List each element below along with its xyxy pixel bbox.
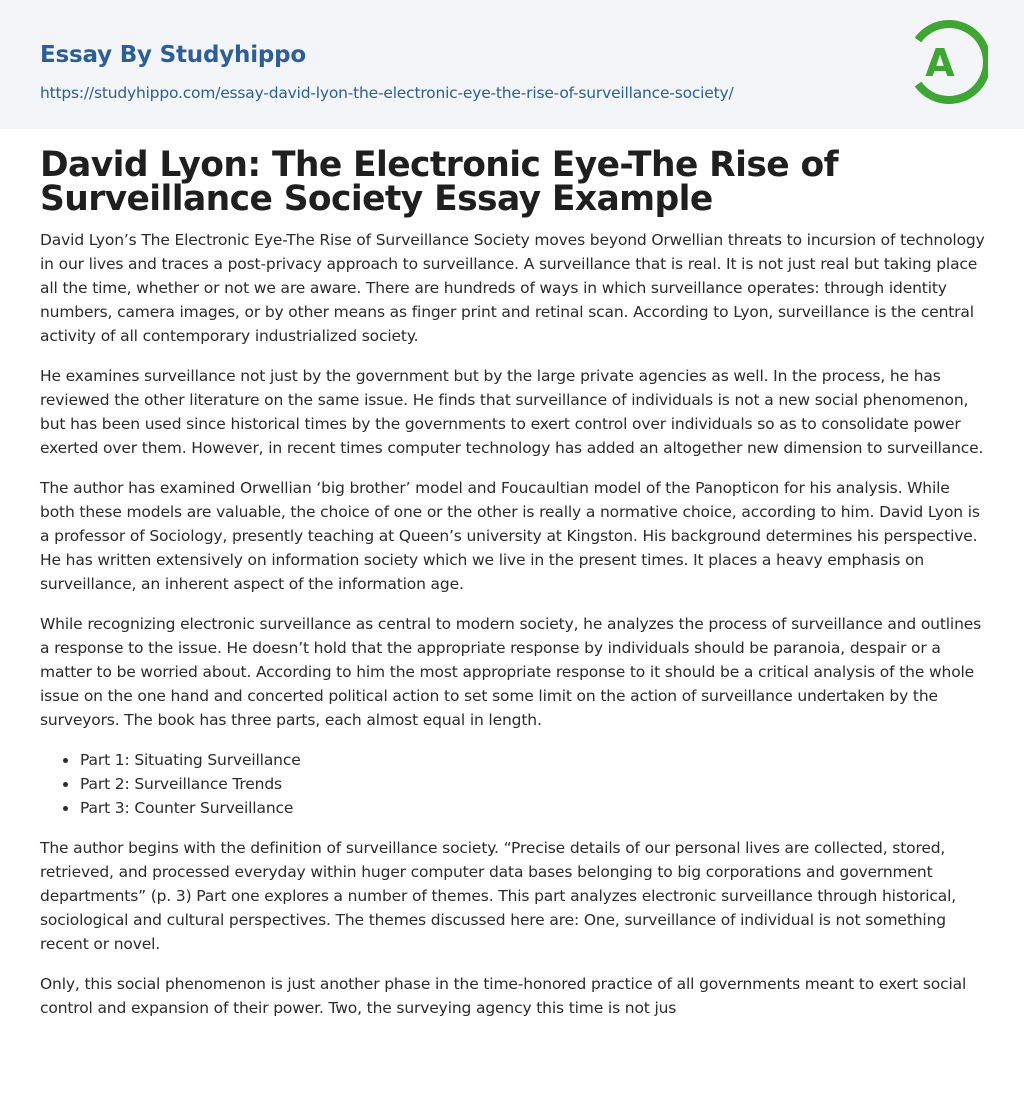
site-header: [0, 0, 1024, 129]
list-item-text: Part 2: Surveillance Trends: [80, 775, 282, 793]
logo-letter: A: [925, 41, 955, 85]
paragraph: The author has examined Orwellian ‘big brother’ model and Foucaultian model of the Panopticon for his analysis. While both these models are valuable, the choice of one or the other is really a normative choice, according to him. David Lyon is a professor of Sociology, presently teaching at Queen’s university at Kingston. His background determines his perspective. He has written extensively on information society which we live in the present times. It places a heavy emphasis on surveillance, an inherent aspect of the information age.: [40, 479, 980, 593]
page-title: David Lyon: The Electronic Eye-The Rise of Surveillance Society Essay Example: [40, 145, 838, 219]
list-item: [80, 748, 986, 772]
bullet-icon: [63, 782, 68, 787]
studyhippo-logo-icon[interactable]: [910, 18, 988, 106]
paragraph: While recognizing electronic surveillance as central to modern society, he analyzes the process of surveillance and outlines a response to the issue. He doesn’t hold that the appropriate response by individuals should be paranoia, despair or a matter to be worried about. According to him the most appropriate response to it should be a critical analysis of the whole issue on the one hand and concerted political action to set some limit on the action of surveillance undertaken by the surveyors. The book has three parts, each almost equal in length.: [40, 615, 982, 729]
source-url-link[interactable]: https://studyhippo.com/essay-david-lyon-the-electronic-eye-the-rise-of-surveillance-society/: [40, 84, 734, 102]
list-item-text: Part 1: Situating Surveillance: [80, 751, 301, 769]
list-item-text: Part 3: Counter Surveillance: [80, 799, 294, 817]
paragraph: David Lyon’s The Electronic Eye-The Rise of Surveillance Society moves beyond Orwellian threats to incursion of technology in our lives and traces a post-privacy approach to surveillance. A surveillance that is real. It is not just real but taking place all the time, whether or not we are aware. There are hundreds of ways in which surveillance operates: through identity numbers, camera images, or by other means as finger print and retinal scan. According to Lyon, surveillance is the central activity of all contemporary industrialized society.: [40, 231, 985, 345]
paragraph: The author begins with the definition of surveillance society. “Precise details of our personal lives are collected, stored, retrieved, and processed everyday within huger computer data bases belonging to big corporations and government departments” (p. 3) Part one explores a number of themes. This part analyzes electronic surveillance through historical, sociological and cultural perspectives. The themes discussed here are: One, surveillance of individual is not something recent or novel.: [40, 839, 957, 953]
paragraph: He examines surveillance not just by the government but by the large private agencies as well. In the process, he has reviewed the other literature on the same issue. He finds that surveillance of individuals is not a new social phenomenon, but has been used since historical times by the governments to exert control over individuals so as to consolidate power exerted over them. However, in recent times computer technology has added an altogether new dimension to surveillance.: [40, 367, 984, 457]
list-item: [80, 772, 986, 796]
site-brand[interactable]: Essay By Studyhippo: [40, 42, 307, 68]
bullet-icon: [63, 758, 68, 763]
bullet-icon: [63, 806, 68, 811]
list-item: [80, 796, 986, 820]
article: [40, 145, 986, 1036]
book-parts-list: [40, 748, 986, 820]
paragraph: Only, this social phenomenon is just another phase in the time-honored practice of all governments meant to exert social control and expansion of their power. Two, the surveying agency this time is not jus: [40, 975, 967, 1017]
